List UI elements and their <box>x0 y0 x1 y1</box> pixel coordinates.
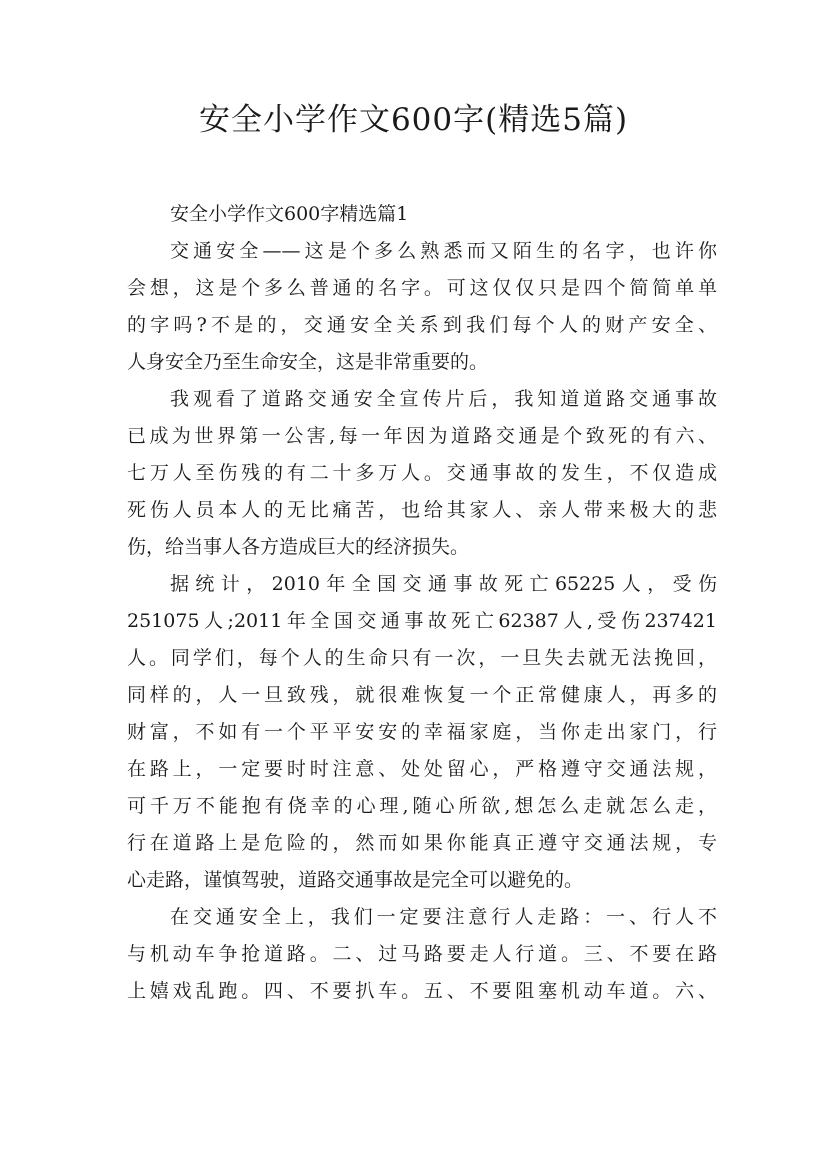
document-body <box>127 196 717 1010</box>
paragraph-2 <box>127 381 717 566</box>
paragraph-line: 心走路，谨慎驾驶，道路交通事故是完全可以避免的。 <box>127 869 584 891</box>
paragraph-line: 会想，这是个多么普通的名字。可这仅仅只是四个简简单单 <box>127 277 717 299</box>
paragraph-line: 251075人;2011年全国交通事故死亡62387人,受伤237421 <box>127 610 717 632</box>
paragraph-line: 同样的，人一旦致残，就很难恢复一个正常健康人，再多的 <box>127 684 717 706</box>
paragraph-line: 上嬉戏乱跑。四、不要扒车。五、不要阻塞机动车道。六、 <box>127 980 717 1002</box>
paragraph-line: 人身安全乃至生命安全，这是非常重要的。 <box>127 351 489 373</box>
paragraph-line: 伤，给当事人各方造成巨大的经济损失。 <box>127 536 470 558</box>
paragraph-3 <box>127 566 717 899</box>
paragraph-line: 据统计，2010年全国交通事故死亡65225人，受伤 <box>170 573 717 595</box>
paragraph-line: 交通安全——这是个多么熟悉而又陌生的名字，也许你 <box>170 240 717 262</box>
paragraph-line: 财富，不如有一个平平安安的幸福家庭，当你走出家门，行 <box>127 721 717 743</box>
paragraph-4 <box>127 899 717 1010</box>
paragraph-line: 死伤人员本人的无比痛苦，也给其家人、亲人带来极大的悲 <box>127 499 717 521</box>
paragraph-line: 我观看了道路交通安全宣传片后，我知道道路交通事故 <box>170 388 717 410</box>
paragraph-line: 已成为世界第一公害,每一年因为道路交通是个致死的有六、 <box>127 425 717 447</box>
paragraph-line: 在交通安全上，我们一定要注意行人走路：一、行人不 <box>170 906 717 928</box>
paragraph-1 <box>127 233 717 381</box>
document-title: 安全小学作文600字(精选5篇) <box>198 102 629 138</box>
paragraph-line: 可千万不能抱有侥幸的心理,随心所欲,想怎么走就怎么走， <box>127 795 717 817</box>
paragraph-line: 的字吗?不是的，交通安全关系到我们每个人的财产安全、 <box>127 314 717 336</box>
paragraph-line: 与机动车争抢道路。二、过马路要走人行道。三、不要在路 <box>127 943 717 965</box>
section-heading: 安全小学作文600字精选篇1 <box>170 203 409 225</box>
paragraph-line: 七万人至伤残的有二十多万人。交通事故的发生，不仅造成 <box>127 462 717 484</box>
paragraph-line: 人。同学们，每个人的生命只有一次，一旦失去就无法挽回， <box>127 647 717 669</box>
paragraph-line: 行在道路上是危险的，然而如果你能真正遵守交通法规，专 <box>127 832 717 854</box>
paragraph-line: 在路上，一定要时时注意、处处留心，严格遵守交通法规， <box>127 758 717 780</box>
